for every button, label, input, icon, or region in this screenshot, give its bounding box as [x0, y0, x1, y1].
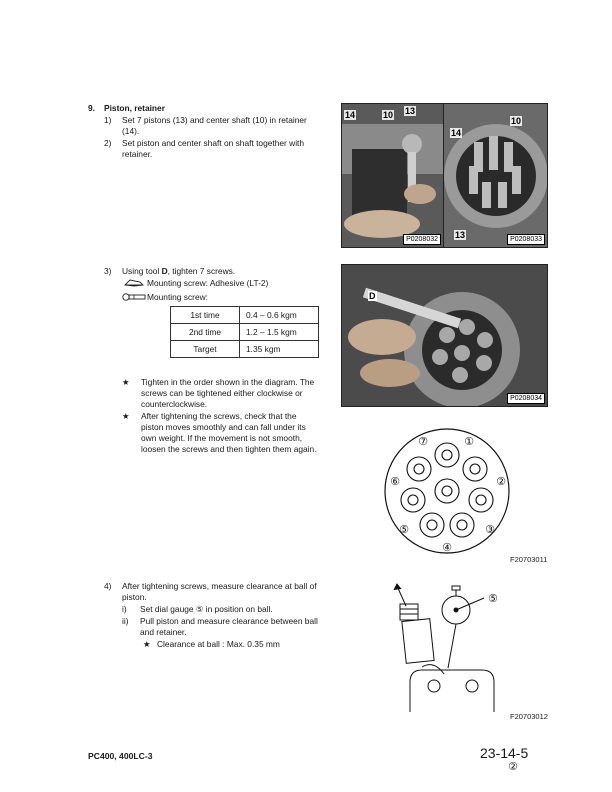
torque-row [171, 341, 319, 358]
dial-gauge-stem [448, 624, 456, 668]
photo-piston-set-drawing [342, 104, 443, 247]
note-2-line-4: loosen the screws and then tighten them again. [141, 444, 317, 454]
step-4-number: 4) [104, 581, 112, 591]
photo-1-code: P0208032 [403, 234, 441, 245]
torque-label: Mounting screw: [147, 292, 208, 302]
torque-row [171, 307, 319, 324]
step-2-line-2: retainer. [122, 149, 153, 159]
step-4-line-1: After tightening screws, measure clearance at ball of [122, 581, 317, 591]
clearance-star: ★ [143, 639, 151, 649]
piston-bore [463, 457, 487, 481]
substep-i-number: i) [122, 604, 127, 614]
piston-head [400, 604, 418, 620]
note-1-line-3: counterclockwise. [141, 399, 208, 409]
substep-i-line-1: Set dial gauge ⑤ in position on ball. [140, 604, 273, 614]
photo-3-callout-d: D [369, 291, 376, 301]
photo-retainer [443, 103, 548, 248]
footer-page-number: 23-14-5 [480, 745, 529, 761]
step-1-line-2: (14). [122, 126, 140, 136]
torque-table [170, 306, 319, 358]
torque-value: 1.35 kgm [240, 341, 319, 358]
step-3-number: 3) [104, 266, 112, 276]
torque-row [171, 324, 319, 341]
step-1-number: 1) [104, 115, 112, 125]
retainer-block [410, 670, 494, 712]
torque-stage: 2nd time [171, 324, 240, 341]
note-2-line-2: piston moves smoothly and can fall under its [141, 422, 306, 432]
adhesive-label: Mounting screw: Adhesive (LT-2) [147, 278, 269, 288]
piston-bore [401, 488, 425, 512]
piston-bore [469, 488, 493, 512]
photo-tighten-screws-drawing [342, 265, 547, 406]
piston-bore [450, 513, 474, 537]
dial-gauge-diagram [382, 582, 510, 714]
figure-1-code: F20703011 [510, 555, 548, 564]
footer-revision: ② [508, 761, 518, 773]
substep-ii-line-1: Pull piston and measure clearance between ball [140, 616, 318, 626]
center-bore-inner [442, 486, 452, 496]
pull-arrow-head [394, 584, 401, 590]
section-title: Piston, retainer [104, 103, 165, 113]
torque-wrench-icon [122, 293, 146, 301]
torque-value: 0.4 – 0.6 kgm [240, 307, 319, 324]
substep-ii-line-2: and retainer. [140, 627, 187, 637]
piston-bore-inner [457, 520, 467, 530]
piston-bore-inner [408, 495, 418, 505]
piston-bore-inner [427, 520, 437, 530]
note-2-line-3: own weight. If the movement is not smooth, [141, 433, 303, 443]
piston-bore [407, 457, 431, 481]
step-1-line-1: Set 7 pistons (13) and center shaft (10) in retainer [122, 115, 307, 125]
figure-2-code: F20703012 [510, 712, 548, 721]
note-2-line-1: After tightening the screws, check that the [141, 411, 297, 421]
tightening-order-diagram [383, 427, 511, 555]
ball [422, 665, 444, 674]
order-label-2: ② [496, 475, 506, 488]
piston-bore [420, 513, 444, 537]
section-number: 9. [88, 103, 95, 113]
note-1-line-2: screws can be tightened either clockwise or [141, 388, 303, 398]
piston-bore-inner [470, 464, 480, 474]
photo-2-callout-14: 14 [451, 128, 462, 138]
piston-bore-inner [476, 495, 486, 505]
order-label-3: ③ [485, 523, 495, 536]
step-3-text [122, 266, 235, 277]
photo-2-code: P0208033 [507, 234, 545, 245]
piston-body [402, 619, 434, 664]
piston-bore-inner [414, 464, 424, 474]
note-1-line-1: Tighten in the order shown in the diagram. The [141, 377, 315, 387]
photo-retainer-drawing [444, 104, 547, 247]
photo-tighten-screws [341, 264, 548, 407]
step-3-text-suffix: , tighten 7 screws. [167, 266, 236, 276]
note-1-star: ★ [122, 377, 130, 387]
torque-value: 1.2 – 1.5 kgm [240, 324, 319, 341]
photo-3-code: P0208034 [507, 393, 545, 404]
torque-stage: Target [171, 341, 240, 358]
order-label-7: ⑦ [418, 435, 428, 448]
footer-model: PC400, 400LC-3 [88, 751, 153, 761]
order-label-1: ① [464, 435, 474, 448]
center-bore [435, 479, 459, 503]
step-2-line-1: Set piston and center shaft on shaft together with [122, 138, 305, 148]
photo-2-callout-10: 10 [511, 116, 522, 126]
photo-piston-set [341, 103, 444, 248]
clearance-note: Clearance at ball : Max. 0.35 mm [157, 639, 280, 649]
piston-bore-inner [442, 450, 452, 460]
photo-1-callout-10: 10 [383, 110, 394, 120]
photo-1-callout-13: 13 [405, 106, 416, 116]
order-label-6: ⑥ [390, 475, 400, 488]
step-4-line-2: piston. [122, 592, 147, 602]
piston-bore [435, 443, 459, 467]
note-2-star: ★ [122, 411, 130, 421]
photo-1-callout-14: 14 [345, 110, 356, 120]
step-2-number: 2) [104, 138, 112, 148]
adhesive-tube-icon [124, 279, 144, 287]
torque-stage: 1st time [171, 307, 240, 324]
step-3-tool: D [161, 266, 168, 276]
order-label-4: ④ [442, 541, 452, 554]
order-label-5: ⑤ [399, 523, 409, 536]
step-3-text-prefix: Using tool [122, 266, 162, 276]
photo-2-callout-13: 13 [455, 230, 466, 240]
gauge-label: ⑤ [488, 592, 498, 605]
substep-ii-number: ii) [122, 616, 129, 626]
